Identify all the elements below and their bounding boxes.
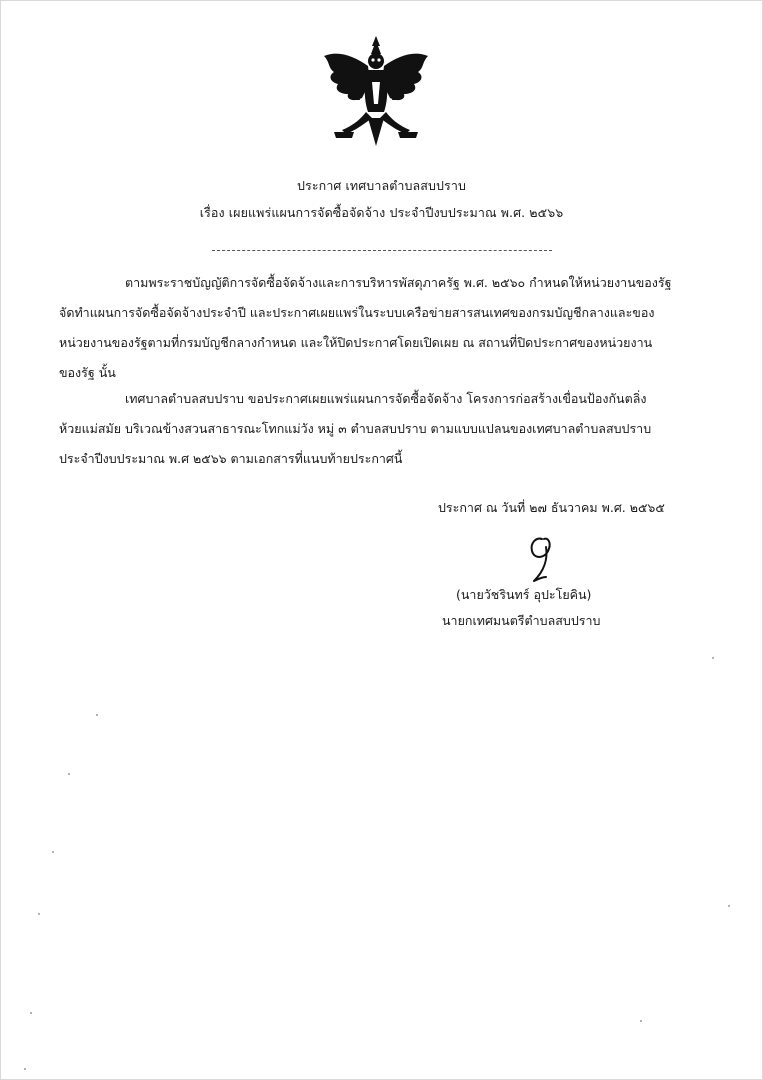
paragraph-line: ประจำปีงบประมาณ พ.ศ ๒๕๖๖ ตามเอกสารที่แนบท้ายประกาศนี้ [59,451,403,466]
scan-speck [30,1012,32,1014]
signer-title: นายกเทศมนตรีตำบลสบปราบ [442,613,601,628]
scan-speck [38,913,40,915]
announcement-date: ประกาศ ณ วันที่ ๒๗ ธันวาคม พ.ศ. ๒๕๖๕ [438,500,665,515]
scan-speck [68,773,70,775]
paragraph-line: ของรัฐ นั้น [59,365,116,380]
announcement-subject: เรื่อง เผยแพร่แผนการจัดซื้อจัดจ้าง ประจำปีงบประมาณ พ.ศ. ๒๕๖๖ [199,205,564,220]
scan-speck [24,1068,26,1070]
body-paragraph-2 [59,384,681,474]
scan-speck [96,714,98,716]
scan-speck [640,1020,642,1022]
scan-speck [712,657,714,659]
dashed-divider [212,250,552,251]
scan-speck [52,851,54,853]
announcement-heading: ประกาศ เทศบาลตำบลสบปราบ [296,178,466,193]
signer-name: (นายวัชรินทร์ อุปะโยคิน) [456,587,592,602]
paragraph-line: จัดทำแผนการจัดซื้อจัดจ้างประจำปี และประกาศเผยแพร่ในระบบเครือข่ายสารสนเทศของกรมบัญชีกลางและของ [59,305,655,320]
paragraph-line: เทศบาลตำบลสบปราบ ขอประกาศเผยแพร่แผนการจัดซื้อจัดจ้าง โครงการก่อสร้างเขื่อนป้องกันตลิ่ง [125,391,647,406]
paragraph-line: ตามพระราชบัญญัติการจัดซื้อจัดจ้างและการบริหารพัสดุภาครัฐ พ.ศ. ๒๕๖๐ กำหนดให้หน่วยงานของรัฐ [125,275,672,290]
body-paragraph-1 [59,268,681,388]
paragraph-line: หน่วยงานของรัฐตามที่กรมบัญชีกลางกำหนด และให้ปิดประกาศโดยเปิดเผย ณ สถานที่ปิดประกาศของหน่วยงาน [59,335,653,350]
paragraph-line: ห้วยแม่สมัย บริเวณข้างสวนสาธารณะโทกแม่วัง หมู่ ๓ ตำบลสบปราบ ตามแบบแปลนของเทศบาลตำบลสบปราบ [59,421,652,436]
garuda-emblem-icon [320,34,432,152]
signature-mark [508,533,568,589]
scan-speck [728,905,730,907]
